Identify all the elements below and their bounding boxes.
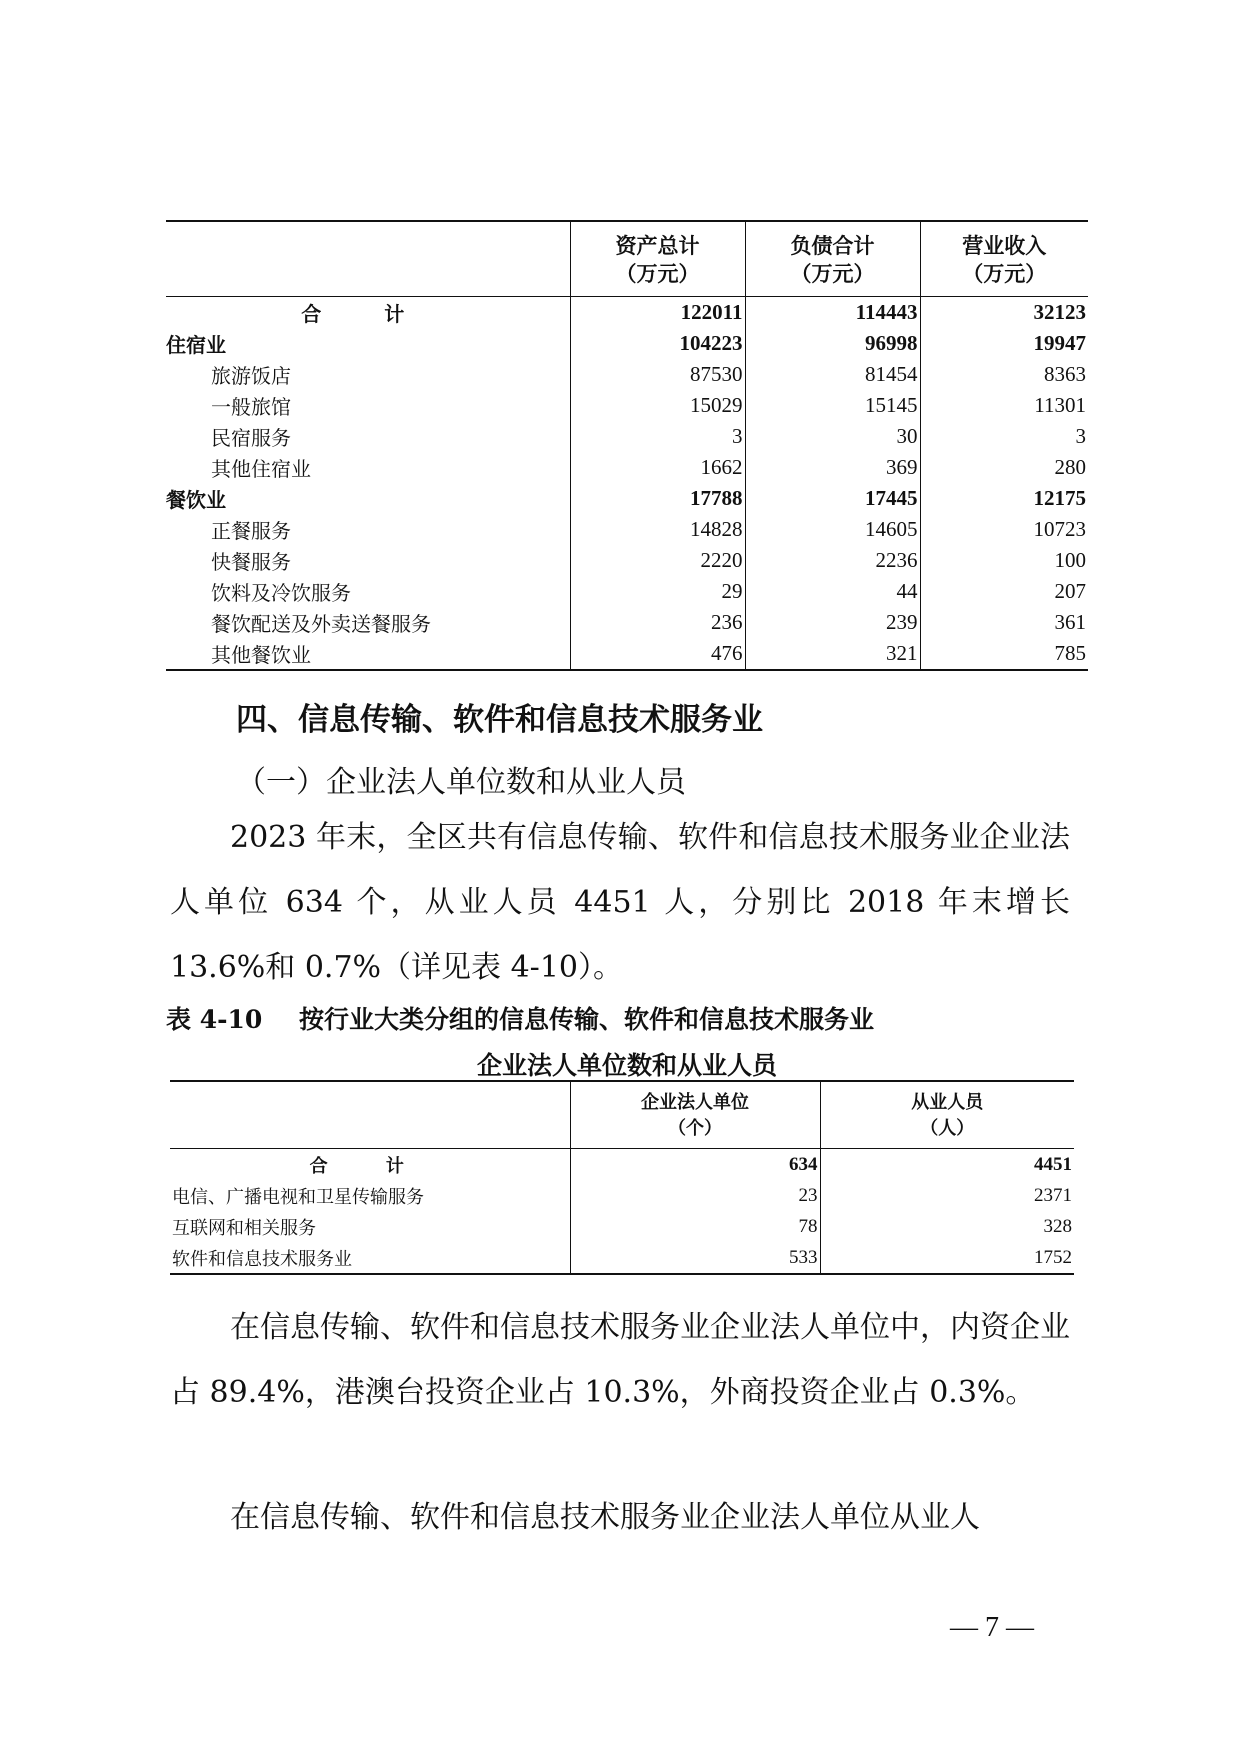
header-total-assets: 资产总计 （万元）: [570, 221, 745, 297]
table-row: [166, 359, 1088, 390]
cell-employees: 1752: [820, 1242, 1074, 1274]
cell-revenue: 100: [920, 545, 1088, 576]
cell-assets: 87530: [570, 359, 745, 390]
it-industry-table: [170, 1080, 1074, 1275]
row-label: 正餐服务: [211, 519, 291, 543]
cell-liabilities: 17445: [745, 483, 920, 514]
row-label: 电信、广播电视和卫星传输服务: [172, 1186, 424, 1208]
cell-assets: 104223: [570, 328, 745, 359]
header-blank: [170, 1081, 570, 1149]
cell-revenue: 11301: [920, 390, 1088, 421]
row-label: 餐饮配送及外卖送餐服务: [211, 612, 431, 636]
cell-liabilities: 14605: [745, 514, 920, 545]
table-caption-line2: 企业法人单位数和从业人员: [476, 1051, 777, 1080]
cell-liabilities: 239: [745, 607, 920, 638]
header-enterprise-units: 企业法人单位 （个）: [570, 1081, 820, 1149]
page-number: — 7 —: [950, 1612, 1034, 1643]
row-label: 合 计: [309, 1155, 430, 1177]
row-label: 互联网和相关服务: [172, 1217, 316, 1239]
table-header-row: [170, 1081, 1074, 1149]
row-label: 餐饮业: [166, 488, 226, 512]
cell-liabilities: 15145: [745, 390, 920, 421]
row-label: 民宿服务: [211, 426, 291, 450]
cell-liabilities: 321: [745, 638, 920, 670]
cell-assets: 15029: [570, 390, 745, 421]
cell-units: 23: [570, 1180, 820, 1211]
table-caption: [166, 1000, 874, 1036]
table-row: [166, 576, 1088, 607]
body-paragraph: 2023 年末，全区共有信息传输、软件和信息技术服务业企业法人单位 634 个，从业人员 4451 人，分别比 2018 年末增长 13.6%和 0.7%（详见表 4-10）。: [170, 820, 1070, 985]
cell-revenue: 12175: [920, 483, 1088, 514]
cell-assets: 29: [570, 576, 745, 607]
cell-employees: 4451: [820, 1149, 1074, 1181]
table-row: [170, 1180, 1074, 1211]
cell-liabilities: 114443: [745, 297, 920, 329]
cell-assets: 476: [570, 638, 745, 670]
cell-revenue: 785: [920, 638, 1088, 670]
row-label: 合 计: [301, 302, 433, 326]
table-row: [166, 638, 1088, 670]
row-label: 其他餐饮业: [211, 643, 311, 667]
table-row: [166, 483, 1088, 514]
row-label: 一般旅馆: [211, 395, 291, 419]
cell-assets: 14828: [570, 514, 745, 545]
table-row: [166, 328, 1088, 359]
cell-revenue: 32123: [920, 297, 1088, 329]
row-label: 住宿业: [166, 333, 226, 357]
cell-assets: 236: [570, 607, 745, 638]
cell-liabilities: 2236: [745, 545, 920, 576]
cell-assets: 1662: [570, 452, 745, 483]
cell-units: 78: [570, 1211, 820, 1242]
table-row: [170, 1211, 1074, 1242]
header-total-liabilities: 负债合计 （万元）: [745, 221, 920, 297]
cell-employees: 2371: [820, 1180, 1074, 1211]
cell-liabilities: 369: [745, 452, 920, 483]
cell-liabilities: 30: [745, 421, 920, 452]
cell-employees: 328: [820, 1211, 1074, 1242]
financial-table: [166, 220, 1088, 671]
cell-revenue: 19947: [920, 328, 1088, 359]
cell-revenue: 3: [920, 421, 1088, 452]
table-row: [166, 514, 1088, 545]
table-row: [166, 607, 1088, 638]
cell-revenue: 361: [920, 607, 1088, 638]
cell-liabilities: 81454: [745, 359, 920, 390]
table-row: [166, 421, 1088, 452]
subsection-heading: （一）企业法人单位数和从业人员: [236, 765, 686, 800]
cell-revenue: 207: [920, 576, 1088, 607]
cell-assets: 2220: [570, 545, 745, 576]
section-heading: 四、信息传输、软件和信息技术服务业: [236, 702, 763, 738]
cell-assets: 17788: [570, 483, 745, 514]
table-row-total: [170, 1149, 1074, 1181]
table-header-row: [166, 221, 1088, 297]
header-employees: 从业人员 （人）: [820, 1081, 1074, 1149]
cell-units: 533: [570, 1242, 820, 1274]
table-number: 表 4-10: [166, 1005, 263, 1034]
table-row-total: [166, 297, 1088, 329]
table-row: [166, 390, 1088, 421]
row-label: 快餐服务: [211, 550, 291, 574]
header-operating-revenue: 营业收入 （万元）: [920, 221, 1088, 297]
cell-revenue: 8363: [920, 359, 1088, 390]
header-blank: [166, 221, 570, 297]
table-row: [166, 452, 1088, 483]
cell-units: 634: [570, 1149, 820, 1181]
row-label: 旅游饭店: [211, 364, 291, 388]
table-caption-line1: 按行业大类分组的信息传输、软件和信息技术服务业: [299, 1005, 875, 1034]
cell-liabilities: 44: [745, 576, 920, 607]
table-row: [170, 1242, 1074, 1274]
cell-assets: 122011: [570, 297, 745, 329]
cell-assets: 3: [570, 421, 745, 452]
row-label: 其他住宿业: [211, 457, 311, 481]
cell-revenue: 10723: [920, 514, 1088, 545]
cell-liabilities: 96998: [745, 328, 920, 359]
table-row: [166, 545, 1088, 576]
row-label: 饮料及冷饮服务: [211, 581, 351, 605]
body-paragraph: 在信息传输、软件和信息技术服务业企业法人单位从业人: [230, 1500, 980, 1535]
row-label: 软件和信息技术服务业: [172, 1248, 352, 1270]
body-paragraph: 在信息传输、软件和信息技术服务业企业法人单位中，内资企业占 89.4%，港澳台投资企业占 10.3%，外商投资企业占 0.3%。: [170, 1310, 1070, 1410]
cell-revenue: 280: [920, 452, 1088, 483]
